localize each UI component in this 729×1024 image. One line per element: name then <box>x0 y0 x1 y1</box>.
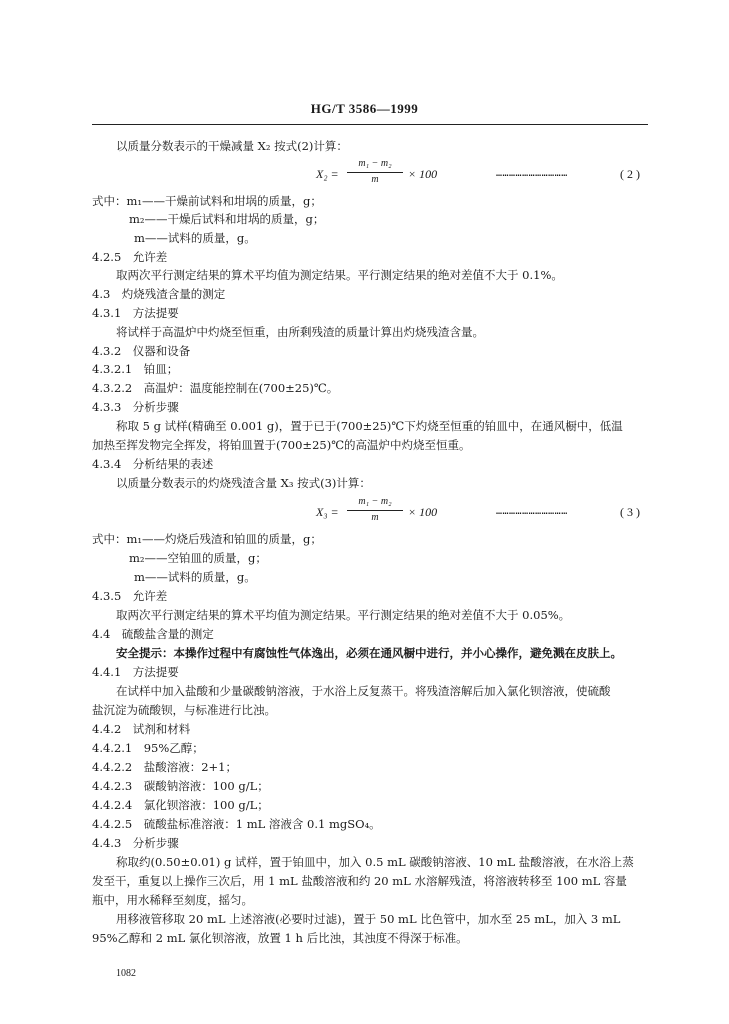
equation-numerator: m₁ − m₂ <box>358 496 392 507</box>
paragraph-line: 将试样于高温炉中灼烧至恒重，由所剩残渣的质量计算出灼烧残渣含量。 <box>116 325 484 339</box>
paragraph-line: 在试样中加入盐酸和少量碳酸钠溶液，于水浴上反复蒸干。将残渣溶解后加入氯化钡溶液，使硫酸 <box>116 684 611 698</box>
equation-denominator: m <box>371 512 379 523</box>
page-number: 1082 <box>116 968 136 979</box>
paragraph-line: 称取 5 g 试样(精确至 0.001 g)，置于已于(700±25)℃下灼烧至恒重的铂皿中，在通风橱中，低温 <box>116 419 623 433</box>
equation-leader-dots: …………………………… <box>496 506 568 517</box>
section-heading: 4.3.2 仪器和设备 <box>92 344 191 358</box>
equation-leader-dots: …………………………… <box>496 168 568 179</box>
equation-lhs: X₂ = <box>316 167 339 181</box>
list-item: 4.4.2.2 盐酸溶液：2+1； <box>92 760 238 774</box>
paragraph-line: 取两次平行测定结果的算术平均值为测定结果。平行测定结果的绝对差值不大于 0.1%。 <box>116 268 563 282</box>
list-item: 4.4.2.3 碳酸钠溶液：100 g/L； <box>92 779 269 793</box>
variable-definition: 式中：m₁——灼烧后残渣和铂皿的质量，g； <box>92 532 322 546</box>
paragraph-line: 发至干，重复以上操作三次后，用 1 mL 盐酸溶液和约 20 mL 水溶解残渣，将溶液转移至 100 mL 容量 <box>92 874 627 888</box>
paragraph-line: 95%乙醇和 2 mL 氯化钡溶液，放置 1 h 后比浊，其浊度不得深于标准。 <box>92 931 468 945</box>
equation-lhs: X₃ = <box>316 505 339 519</box>
section-heading: 4.3.1 方法提要 <box>92 306 179 320</box>
paragraph-line: 加热至挥发物完全挥发，将铂皿置于(700±25)℃的高温炉中灼烧至恒重。 <box>92 438 471 452</box>
list-item: 4.3.2.2 高温炉：温度能控制在(700±25)℃。 <box>92 381 339 395</box>
paragraph-line: 以质量分数表示的灼烧残渣含量 X₃ 按式(3)计算： <box>116 476 371 490</box>
section-heading: 4.3.5 允许差 <box>92 589 168 603</box>
section-heading: 4.4.2 试剂和材料 <box>92 722 191 736</box>
section-heading: 4.3 灼烧残渣含量的测定 <box>92 287 226 301</box>
list-item: 4.4.2.1 95%乙醇； <box>92 741 204 755</box>
paragraph-line: 称取约(0.50±0.01) g 试样，置于铂皿中，加入 0.5 mL 碳酸钠溶液、10 mL 盐酸溶液，在水浴上蒸 <box>116 855 634 869</box>
equation-tag: ( 2 ) <box>620 167 640 181</box>
variable-definition: m——试料的质量，g。 <box>134 231 256 245</box>
paragraph-line: 盐沉淀为硫酸钡，与标准进行比浊。 <box>92 703 276 717</box>
fraction-bar <box>347 172 403 173</box>
standard-number-header: HG/T 3586—1999 <box>310 101 419 116</box>
section-heading: 4.2.5 允许差 <box>92 250 168 264</box>
section-heading: 4.3.4 分析结果的表述 <box>92 457 214 471</box>
paragraph-line: 取两次平行测定结果的算术平均值为测定结果。平行测定结果的绝对差值不大于 0.05%。 <box>116 608 571 622</box>
variable-definition: 式中：m₁——干燥前试料和坩埚的质量，g； <box>92 194 322 208</box>
paragraph-line: 瓶中，用水稀释至刻度，摇匀。 <box>92 893 253 907</box>
equation-tag: ( 3 ) <box>620 505 640 519</box>
list-item: 4.4.2.4 氯化钡溶液：100 g/L； <box>92 798 269 812</box>
header-rule <box>92 124 648 125</box>
paragraph-line: 以质量分数表示的干燥减量 X₂ 按式(2)计算： <box>116 139 348 153</box>
safety-notice: 安全提示：本操作过程中有腐蚀性气体逸出，必须在通风橱中进行，并小心操作，避免溅在皮肤上。 <box>116 646 622 660</box>
variable-definition: m——试料的质量，g。 <box>134 570 256 584</box>
section-heading: 4.4.3 分析步骤 <box>92 836 179 850</box>
section-heading: 4.4.1 方法提要 <box>92 665 179 679</box>
variable-definition: m₂——空铂皿的质量，g； <box>129 551 267 565</box>
equation-numerator: m₁ − m₂ <box>358 158 392 169</box>
fraction-bar <box>347 510 403 511</box>
list-item: 4.4.2.5 硫酸盐标准溶液：1 mL 溶液含 0.1 mgSO₄。 <box>92 817 381 831</box>
section-heading: 4.3.3 分析步骤 <box>92 400 179 414</box>
equation-denominator: m <box>371 174 379 185</box>
paragraph-line: 用移液管移取 20 mL 上述溶液(必要时过滤)，置于 50 mL 比色管中，加水至 25 mL，加入 3 mL <box>116 912 621 926</box>
list-item: 4.3.2.1 铂皿； <box>92 362 179 376</box>
equation-rhs: × 100 <box>408 505 438 519</box>
variable-definition: m₂——干燥后试料和坩埚的质量，g； <box>129 212 325 226</box>
equation-rhs: × 100 <box>408 167 438 181</box>
section-heading: 4.4 硫酸盐含量的测定 <box>92 627 214 641</box>
